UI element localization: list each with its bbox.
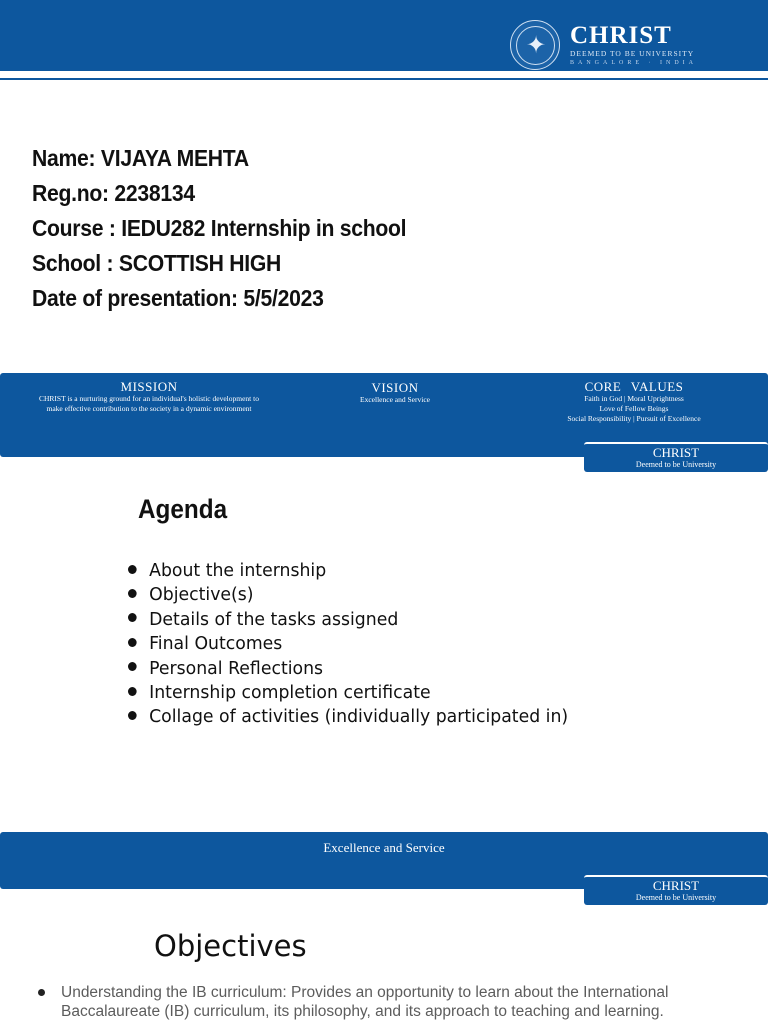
list-item: Objective(s) [128,583,568,607]
agenda-list [128,559,587,730]
tab-university-name: CHRIST [652,878,700,893]
deemed-university-tab [584,442,768,472]
mission-title: MISSION [120,379,178,394]
header-band [0,0,768,74]
logo-subtitle: DEEMED TO BE UNIVERSITY [570,49,695,58]
bullet-icon [128,565,137,574]
mission-line-1: CHRIST is a nurturing ground for an individual's holistic development to [39,394,259,403]
list-item: Internship completion certificate [128,681,568,705]
tab-university-name: CHRIST [652,445,700,460]
agenda-title: Agenda [138,494,228,524]
footer-vision-text: Excellence and Service [323,840,445,855]
bullet-icon [128,613,137,622]
list-item: Details of the tasks assigned [128,608,568,632]
bullet-icon [38,989,45,996]
vision-text: Excellence and Service [360,395,430,404]
mission-section [4,379,294,414]
bullet-icon [128,589,137,598]
student-details [32,141,439,316]
core-values-line-3: Social Responsibility | Pursuit of Excellence [567,414,701,423]
list-item: Understanding the IB curriculum: Provides an opportunity to learn about the International Baccalaureate (IB) curriculum, its philosophy, and its approach to teaching and learning. [38,983,738,1021]
tab-university-subtitle: Deemed to be University [635,460,717,469]
bullet-icon [128,662,137,671]
presentation-date: Date of presentation: 5/5/2023 [32,285,324,311]
header-divider [0,78,768,80]
tab-university-subtitle: Deemed to be University [635,893,717,902]
objectives-list [38,983,738,1021]
vision-section [330,380,460,405]
university-logo [510,20,740,72]
list-item: Collage of activities (individually participated in) [128,705,568,729]
core-values-section [540,379,728,424]
bullet-icon [128,638,137,647]
list-item: Final Outcomes [128,632,568,656]
school-name: School : SCOTTISH HIGH [32,250,282,276]
student-name: Name: VIJAYA MEHTA [32,145,249,171]
university-seal-icon: ✦ [510,20,560,70]
core-values-line-1: Faith in God | Moral Uprightness [584,394,684,403]
registration-number: Reg.no: 2238134 [32,180,195,206]
vision-title: VISION [371,380,419,395]
mission-line-2: make effective contribution to the society in a dynamic environment [46,404,252,413]
core-values-title: CORE VALUES [584,379,684,394]
logo-name: CHRIST [570,22,672,49]
objectives-title: Objectives [154,929,307,963]
logo-location: BANGALORE · INDIA [570,60,697,66]
course-name: Course : IEDU282 Internship in school [32,215,407,241]
list-item: About the internship [128,559,568,583]
core-values-line-2: Love of Fellow Beings [599,404,669,413]
bullet-icon [128,711,137,720]
deemed-university-tab [584,875,768,905]
bullet-icon [128,687,137,696]
list-item: Personal Reflections [128,657,568,681]
